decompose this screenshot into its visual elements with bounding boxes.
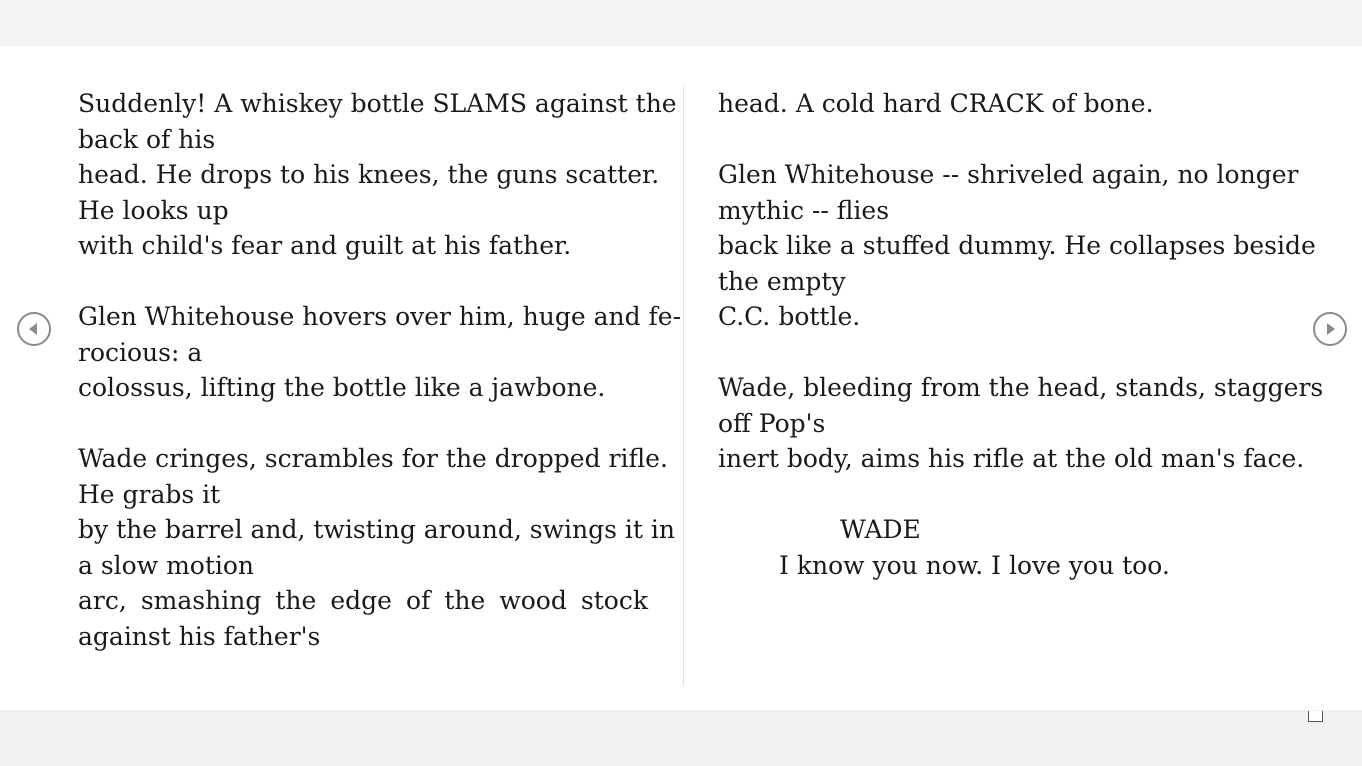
text-line: Wade, bleeding from the head, stands, staggers: [718, 373, 1324, 402]
text-line: the empty: [718, 266, 846, 296]
text-line: rocious: a: [78, 337, 203, 367]
text-line: Wade cringes, scrambles for the dropped rifle.: [78, 444, 668, 473]
right-page-column: [718, 86, 1324, 583]
text-line: with child's fear and guilt at his father.: [78, 231, 572, 260]
text-line: inert body, aims his rifle at the old man's face.: [718, 444, 1305, 473]
text-line: back of his: [78, 124, 216, 154]
text-line: C.C. bottle.: [718, 302, 861, 331]
text-line: mythic -- flies: [718, 195, 890, 225]
chevron-left-icon: [19, 314, 49, 344]
text-line: head. He drops to his knees, the guns scatter.: [78, 160, 660, 189]
text-line: Glen Whitehouse -- shriveled again, no longer: [718, 160, 1299, 189]
right-page-lines: [718, 86, 1324, 512]
chevron-right-icon: [1315, 314, 1345, 344]
blank-line: [718, 335, 1288, 371]
text-line: He grabs it: [78, 479, 221, 509]
text-line: off Pop's: [718, 408, 826, 438]
resize-handle[interactable]: [1308, 711, 1323, 722]
text-line: Glen Whitehouse hovers over him, huge and fe-: [78, 302, 682, 331]
text-line: He looks up: [78, 195, 229, 225]
reader-page: [0, 46, 1362, 710]
blank-line: [78, 406, 648, 442]
text-line: colossus, lifting the bottle like a jawbone.: [78, 373, 606, 402]
previous-page-button[interactable]: [17, 312, 51, 346]
text-line: arc, smashing the edge of the wood stock: [78, 586, 648, 615]
left-page-column: [78, 86, 682, 654]
character-name: WADE: [840, 515, 921, 544]
dialogue-line: I know you now. I love you too.: [779, 550, 1170, 580]
blank-line: [718, 122, 1288, 158]
blank-line: [718, 477, 1288, 513]
text-line: Suddenly! A whiskey bottle SLAMS against the: [78, 89, 677, 118]
blank-line: [78, 264, 648, 300]
bottom-bar: [0, 710, 1362, 766]
text-line: a slow motion: [78, 550, 255, 580]
text-line: by the barrel and, twisting around, swings it in: [78, 515, 675, 544]
text-line: back like a stuffed dummy. He collapses beside: [718, 231, 1316, 260]
text-line: against his father's: [78, 621, 321, 651]
text-line: head. A cold hard CRACK of bone.: [718, 89, 1154, 118]
top-toolbar: [0, 0, 1362, 46]
page-divider: [683, 86, 684, 686]
next-page-button[interactable]: [1313, 312, 1347, 346]
